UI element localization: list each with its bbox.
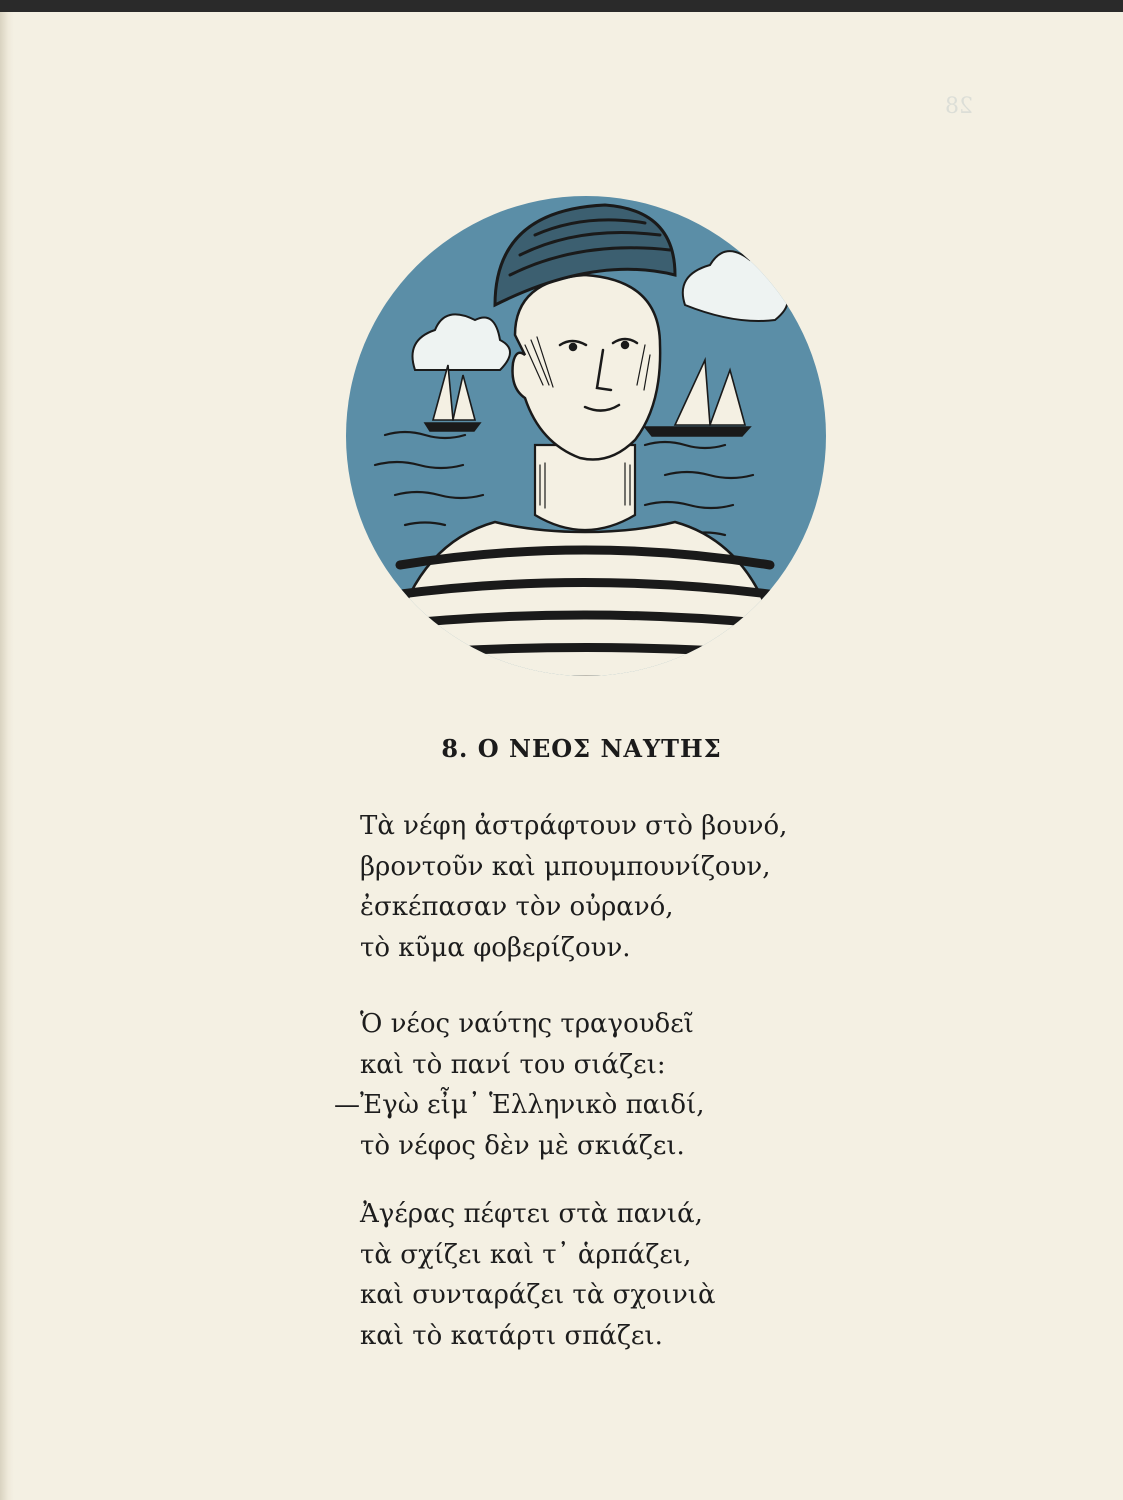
poem-line-text: τὸ κῦμα φοβερίζουν.	[360, 932, 631, 963]
poem-line	[300, 847, 787, 888]
poem-line-text: τὸ νέφος δὲν μὲ σκιάζει.	[360, 1130, 685, 1161]
poem-line-text: βροντοῦν καὶ μπουμπουνίζουν,	[360, 851, 771, 882]
poem-line	[300, 1085, 705, 1126]
dialogue-dash: —	[334, 1090, 360, 1120]
poem-title: 8. Ο ΝΕΟΣ ΝΑΥΤΗΣ	[441, 734, 722, 763]
poem-line	[300, 928, 787, 969]
sailor-illustration	[345, 195, 827, 677]
book-page	[0, 12, 1123, 1500]
poem-line	[300, 1316, 716, 1357]
poem-line	[300, 1194, 716, 1235]
poem-line-text: Τὰ νέφη ἀστράφτουν στὸ βουνό,	[360, 811, 788, 841]
poem-line	[300, 1275, 716, 1316]
poem-line	[300, 1235, 716, 1276]
corner-page-number: 28	[945, 94, 973, 119]
stanza	[300, 1004, 705, 1166]
poem-line	[300, 887, 787, 928]
poem-line	[300, 1004, 705, 1045]
poem-line	[300, 1126, 705, 1167]
poem-line-text: Ἀγέρας πέφτει στὰ πανιά,	[360, 1199, 703, 1229]
poem-line-text: ἐσκέπασαν τὸν οὐρανό,	[360, 892, 674, 922]
poem-line-text: καὶ τὸ πανί του σιάζει:	[360, 1049, 666, 1080]
poem-line	[300, 806, 787, 847]
poem-line-text: καὶ τὸ κατάρτι σπάζει.	[360, 1320, 663, 1351]
poem-line-text: καὶ συνταράζει τὰ σχοινιὰ	[360, 1280, 716, 1310]
poem-line	[300, 1045, 705, 1086]
stanza	[300, 806, 787, 968]
poem-line-text: Ἐγὼ εἶμ᾽ Ἑλληνικὸ παιδί,	[360, 1090, 705, 1120]
poem-line-text: τὰ σχίζει καὶ τ᾽ ἁρπάζει,	[360, 1239, 692, 1270]
poem-line-text: Ὁ νέος ναύτης τραγουδεῖ	[360, 1009, 694, 1039]
stanza	[300, 1194, 716, 1356]
